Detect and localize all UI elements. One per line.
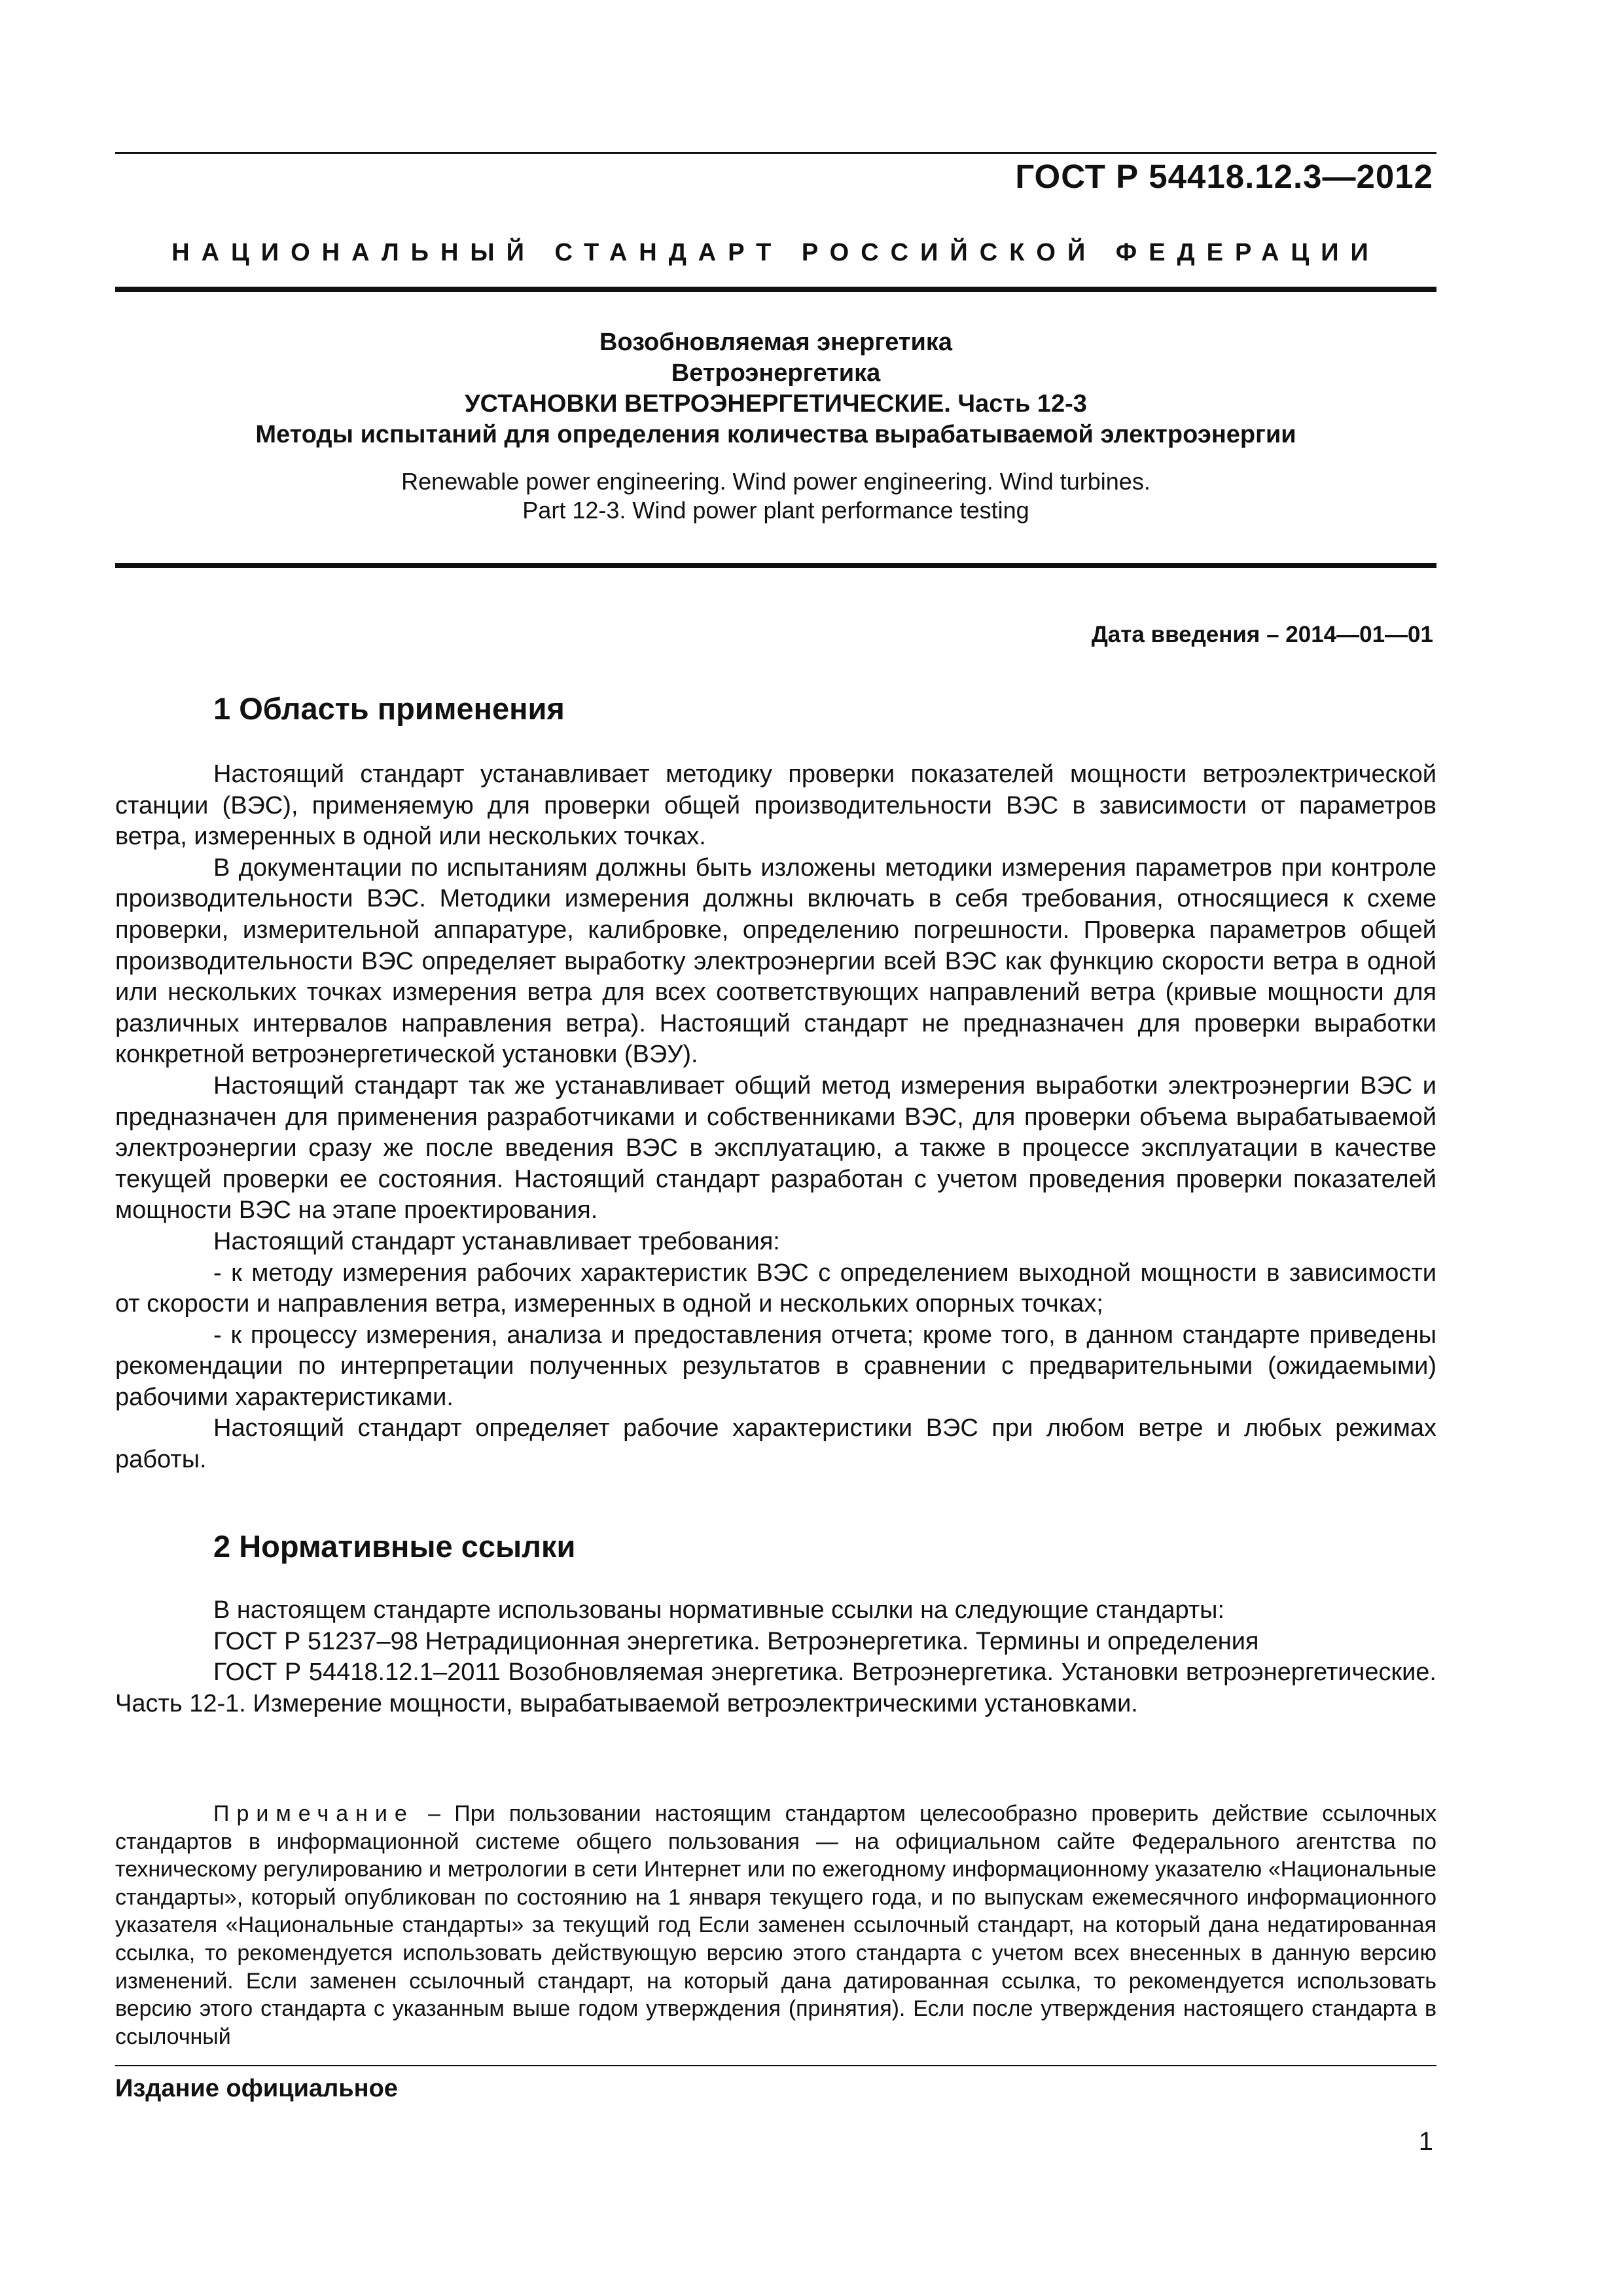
english-title-line-2: Part 12-3. Wind power plant performance testing — [522, 497, 1029, 524]
section-2-paragraph: В настоящем стандарте использованы нормативные ссылки на следующие стандарты: — [213, 1596, 1225, 1624]
section-1-paragraph: Настоящий стандарт устанавливает методику проверки показателей мощности ветроэлектрической станции (ВЭС), применяемую для проверки общей производительности ВЭС в зависимости от параметров ветра, измеренных в одной или нескольких точках. — [115, 761, 1436, 851]
section-1-heading: 1 Область применения — [213, 691, 565, 726]
section-1-paragraph: Настоящий стандарт устанавливает требования: — [213, 1227, 780, 1255]
section-1-paragraph: В документации по испытаниям должны быть изложены методики измерения параметров при контроле производительности ВЭС. Методики измерения должны включать в себя требования, относящиеся к схеме проверки, измерительной аппаратуре, калибровке, определению погрешности. Проверка параметров общей производительности ВЭС определяет выработку электроэнергии всей ВЭС как функцию скорости ветра в одной или нескольких точках измерения ветра для всех соответствующих направлений ветра (кривые мощности для различных интервалов направления ветра). Настоящий стандарт не предназначен для проверки выработки конкретной ветроэнергетической установки (ВЭУ). — [115, 853, 1436, 1069]
page-number: 1 — [1418, 2127, 1433, 2156]
section-1-paragraph: Настоящий стандарт так же устанавливает общий метод измерения выработки электроэнергии ВЭС и предназначен для применения разработчиками и собственниками ВЭС, для проверки объема вырабатываемой электроэнергии сразу же после введения ВЭС в эксплуатацию, а также в процессе эксплуатации в качестве текущей проверки ее состояния. Настоящий стандарт разработан с учетом проведения проверки показателей мощности ВЭС на этапе проектирования. — [115, 1071, 1436, 1225]
referenced-standard: ГОСТ Р 51237–98 Нетрадиционная энергетика. Ветроэнергетика. Термины и определения — [213, 1627, 1259, 1655]
title-line-4: Методы испытаний для определения количества вырабатываемой электроэнергии — [255, 421, 1296, 448]
official-edition-label: Издание официальное — [115, 2075, 398, 2102]
national-standard-banner: НАЦИОНАЛЬНЫЙ СТАНДАРТ РОССИЙСКОЙ ФЕДЕРАЦИИ — [171, 239, 1380, 266]
thick-rule-upper — [115, 287, 1436, 292]
standard-code: ГОСТ Р 54418.12.3—2012 — [1015, 158, 1433, 195]
note-label: Примечание — [213, 1801, 414, 1826]
title-line-1: Возобновляемая энергетика — [599, 329, 953, 356]
section-1-paragraph: Настоящий стандарт определяет рабочие характеристики ВЭС при любом ветре и любых режимах работы. — [115, 1414, 1436, 1474]
title-block — [115, 327, 1436, 525]
thick-rule-lower — [115, 563, 1436, 568]
section-2-body — [115, 1595, 1436, 1719]
note-block — [115, 1800, 1436, 2049]
section-1-body — [115, 759, 1436, 1476]
title-line-2: Ветроэнергетика — [671, 359, 881, 387]
section-1-list-item: - к процессу измерения, анализа и предоставления отчета; кроме того, в данном стандарте приведены рекомендации по интерпретации полученных результатов в сравнении с предварительными (ожидаемыми) рабочими характеристиками. — [115, 1321, 1436, 1411]
title-line-3: УСТАНОВКИ ВЕТРОЭНЕРГЕТИЧЕСКИЕ. Часть 12-3 — [465, 390, 1087, 418]
footer-rule — [115, 2065, 1436, 2066]
top-rule — [115, 152, 1436, 154]
section-2-heading: 2 Нормативные ссылки — [213, 1529, 576, 1564]
referenced-standard: ГОСТ Р 54418.12.1–2011 Возобновляемая энергетика. Ветроэнергетика. Установки ветроэнергетические. Часть 12-1. Измерение мощности, вырабатываемой ветроэлектрическими установками. — [115, 1659, 1436, 1717]
section-1-list-item: - к методу измерения рабочих характеристик ВЭС с определением выходной мощности в зависимости от скорости и направления ветра, измеренных в одной и нескольких опорных точках; — [115, 1259, 1436, 1318]
note-text: – При пользовании настоящим стандартом целесообразно проверить действие ссылочных стандартов в информационной системе общего пользования — на официальном сайте Федерального агентства по техническому регулированию и метрологии в сети Интернет или по ежегодному информационному указателю «Национальные стандарты», который опубликован по состоянию на 1 января текущего года, и по выпускам ежемесячного информационного указателя «Национальные стандарты» за текущий год Если заменен ссылочный стандарт, на который дана недатированная ссылка, то рекомендуется использовать действующую версию этого стандарта с учетом всех внесенных в данную версию изменений. Если заменен ссылочный стандарт, на который дана датированная ссылка, то рекомендуется использовать версию этого стандарта с указанным выше годом утверждения (принятия). Если после утверждения настоящего стандарта в ссылочный — [115, 1801, 1436, 2049]
english-title-line-1: Renewable power engineering. Wind power engineering. Wind turbines. — [401, 468, 1150, 495]
introduction-date: Дата введения – 2014—01—01 — [1091, 622, 1433, 647]
